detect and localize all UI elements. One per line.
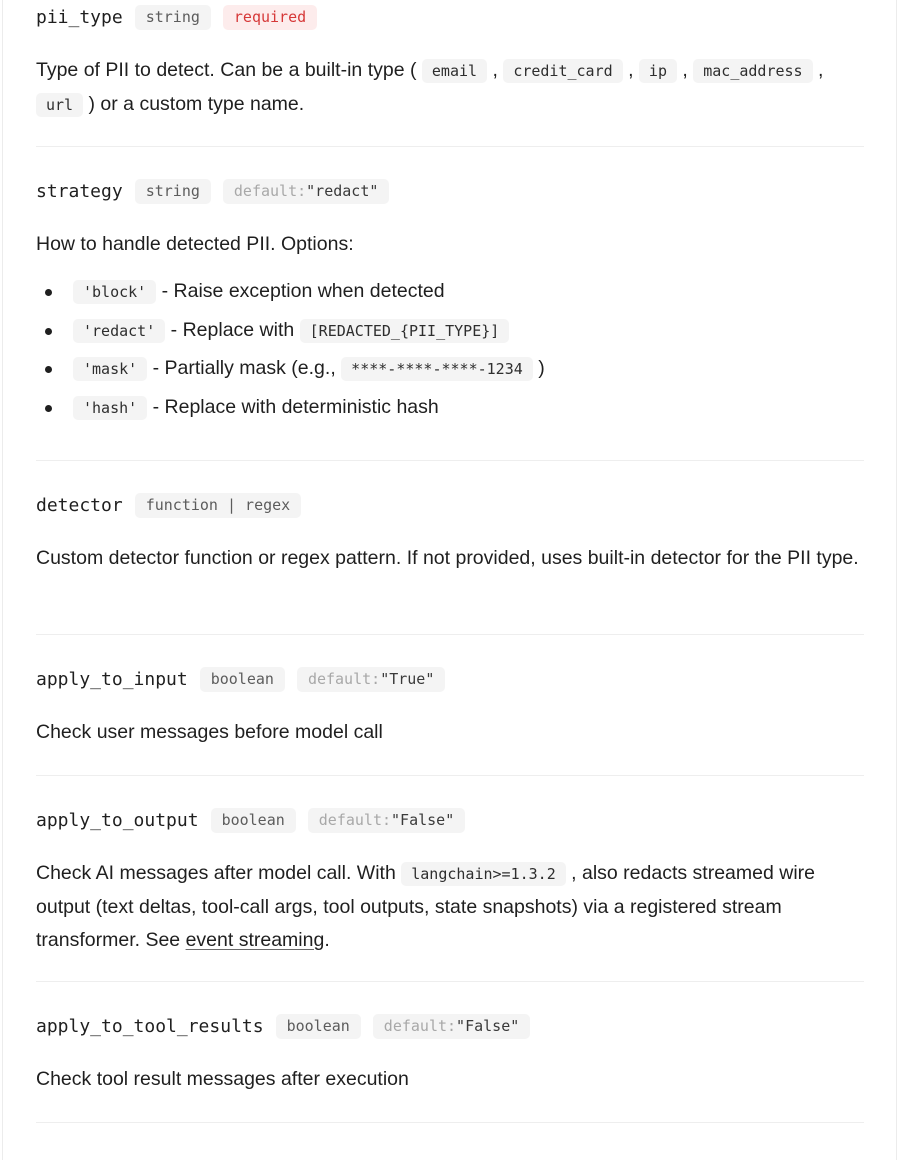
bullet xyxy=(45,328,52,335)
list-item xyxy=(36,350,864,389)
param-type-badge: boolean xyxy=(276,1014,361,1039)
inline-code: 'hash' xyxy=(73,396,147,420)
param-strategy xyxy=(36,178,864,428)
param-header xyxy=(36,178,864,204)
default-key: default: xyxy=(383,1016,457,1035)
inline-code: langchain>=1.3.2 xyxy=(401,862,566,886)
param-description: How to handle detected PII. Options: xyxy=(36,233,354,255)
default-badge xyxy=(223,179,390,204)
default-key: default: xyxy=(318,810,392,829)
list-text: - Raise exception when detected xyxy=(161,280,445,302)
options-list xyxy=(36,273,864,428)
inline-code: 'mask' xyxy=(73,357,147,381)
desc-text: Type of PII to detect. Can be a built-in type ( xyxy=(36,59,417,81)
param-header xyxy=(36,4,864,30)
desc-text: Check AI messages after model call. With xyxy=(36,862,396,884)
param-description: Check tool result messages after execution xyxy=(36,1068,409,1090)
inline-code: ****-****-****-1234 xyxy=(341,357,533,381)
param-apply-to-tool-results xyxy=(36,1013,864,1096)
param-pii-type xyxy=(36,4,864,122)
divider xyxy=(36,146,864,147)
event-streaming-link[interactable]: event streaming xyxy=(185,929,325,951)
param-name: apply_to_output xyxy=(36,809,199,831)
param-name: apply_to_input xyxy=(36,668,188,690)
param-name: apply_to_tool_results xyxy=(36,1015,264,1037)
param-description: Check user messages before model call xyxy=(36,721,383,743)
param-description: Custom detector function or regex pattern. If not provided, uses built-in detector for the PII type. xyxy=(36,547,859,569)
param-header xyxy=(36,807,864,833)
desc-text: ) or a custom type name. xyxy=(88,93,305,115)
list-text: - Replace with deterministic hash xyxy=(152,396,439,419)
param-apply-to-input xyxy=(36,666,864,749)
default-value: "False" xyxy=(456,1016,520,1035)
inline-code: credit_card xyxy=(503,59,622,83)
divider xyxy=(36,634,864,635)
bullet xyxy=(45,366,52,373)
default-badge xyxy=(308,808,465,833)
divider xyxy=(36,775,864,776)
default-badge xyxy=(297,667,445,692)
desc-text: , also redacts streamed wire output (text deltas, tool-call args, tool outputs, state snapshots) via a registered stream transformer. See xyxy=(36,862,816,951)
param-type-badge: boolean xyxy=(200,667,285,692)
param-name: strategy xyxy=(36,180,123,202)
inline-code: 'block' xyxy=(73,280,156,304)
list-text: - Partially mask (e.g., xyxy=(152,357,336,380)
param-description: Type of PII to detect. Can be a built-in type ( email , credit_card , ip , mac_address , url ) or a custom type name. xyxy=(36,59,824,115)
divider xyxy=(36,460,864,461)
inline-code: 'redact' xyxy=(73,319,165,343)
bullet xyxy=(45,289,52,296)
param-header xyxy=(36,1013,864,1039)
inline-code: mac_address xyxy=(693,59,812,83)
list-text: - Replace with xyxy=(170,318,295,341)
divider xyxy=(36,981,864,982)
param-type-badge: function | regex xyxy=(135,493,302,518)
content-panel xyxy=(2,0,897,1160)
divider xyxy=(36,1122,864,1123)
list-item xyxy=(36,389,864,428)
default-badge xyxy=(373,1014,530,1039)
inline-code: ip xyxy=(639,59,677,83)
param-type-badge: boolean xyxy=(211,808,296,833)
desc-text: . xyxy=(324,929,330,951)
param-type-badge: string xyxy=(135,179,211,204)
default-value: "redact" xyxy=(306,181,379,200)
param-name: pii_type xyxy=(36,6,123,28)
default-value: "False" xyxy=(391,810,455,829)
inline-code: email xyxy=(422,59,487,83)
inline-code: url xyxy=(36,93,83,117)
bullet xyxy=(45,405,52,412)
default-value: "True" xyxy=(380,669,435,688)
param-type-badge: string xyxy=(135,5,211,30)
param-name: detector xyxy=(36,494,123,516)
inline-code: [REDACTED_{PII_TYPE}] xyxy=(300,319,510,343)
list-item xyxy=(36,312,864,351)
list-item xyxy=(36,273,864,312)
default-key: default: xyxy=(233,181,307,200)
default-key: default: xyxy=(307,669,381,688)
param-header xyxy=(36,492,864,518)
param-header xyxy=(36,666,864,692)
param-apply-to-output xyxy=(36,807,864,957)
required-badge: required xyxy=(223,5,317,30)
param-description xyxy=(36,857,864,957)
list-text: ) xyxy=(538,357,545,380)
param-detector xyxy=(36,492,864,575)
